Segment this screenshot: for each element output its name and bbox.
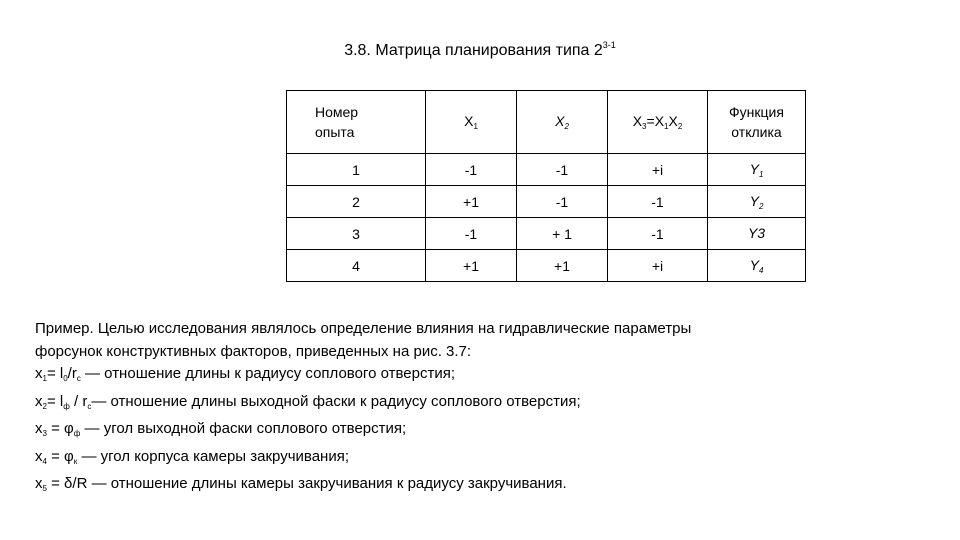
cell-y: $Y_2$ (708, 186, 806, 218)
header-x2: $X_2$ (517, 91, 608, 154)
cell-x2: +1 (517, 250, 608, 282)
factor-definition: $x_5 = \delta/R$ — отношение длины камеры закручивания к радиусу закручивания. (35, 475, 567, 493)
header-experiment-number: Номер опыта (287, 91, 426, 154)
factor-definition: $x_2= l_ф$ / $r_c—$ отношение длины выходной фаски к радиусу соплового отверстия; (35, 392, 581, 411)
cell-x1: +1 (426, 250, 517, 282)
header-x3: $X_3=X_1X_2$ (608, 91, 708, 154)
cell-x2: -1 (517, 154, 608, 186)
paragraph-line: Пример. Целью исследования являлось определение влияния на гидравлические параметры (35, 320, 692, 337)
cell-number: 1 (287, 154, 426, 186)
table-row (287, 218, 806, 250)
paragraph-line: форсунок конструктивных факторов, приведенных на рис. 3.7: (35, 342, 472, 360)
cell-y: $Y_1$ (708, 154, 806, 186)
table-row (287, 154, 806, 186)
title-superscript: 3-1 (602, 40, 616, 50)
cell-y: $Y_4$ (708, 250, 806, 282)
factor-definition: $x_4 = \varphi_к$ — угол корпуса камеры закручивания; (35, 447, 349, 466)
header-x1: $X_1$ (426, 91, 517, 154)
cell-number: 4 (287, 250, 426, 282)
cell-x3: +i (608, 154, 708, 186)
cell-x3: -1 (608, 186, 708, 218)
table-row (287, 250, 806, 282)
cell-y: Y3 (708, 218, 806, 250)
planning-matrix-table (286, 90, 806, 282)
cell-x1: +1 (426, 186, 517, 218)
cell-x1: -1 (426, 154, 517, 186)
factor-definition: $x_3 = \varphi_ф$ — угол выходной фаски соплового отверстия; (35, 420, 407, 438)
cell-x3: +i (608, 250, 708, 282)
example-paragraph (35, 318, 935, 501)
factor-definition: $x_1= l_0/r_c$ — отношение длины к радиусу соплового отверстия; (35, 365, 455, 383)
cell-number: 3 (287, 218, 426, 250)
cell-x1: -1 (426, 218, 517, 250)
table-row (287, 186, 806, 218)
cell-x3: -1 (608, 218, 708, 250)
cell-x2: -1 (517, 186, 608, 218)
header-response-function: Функция отклика (708, 91, 806, 154)
title-text: 3.8. Матрица планирования типа 2 (344, 42, 603, 59)
table-header-row (287, 91, 806, 154)
cell-x2: + 1 (517, 218, 608, 250)
cell-number: 2 (287, 186, 426, 218)
slide-title (0, 40, 960, 60)
